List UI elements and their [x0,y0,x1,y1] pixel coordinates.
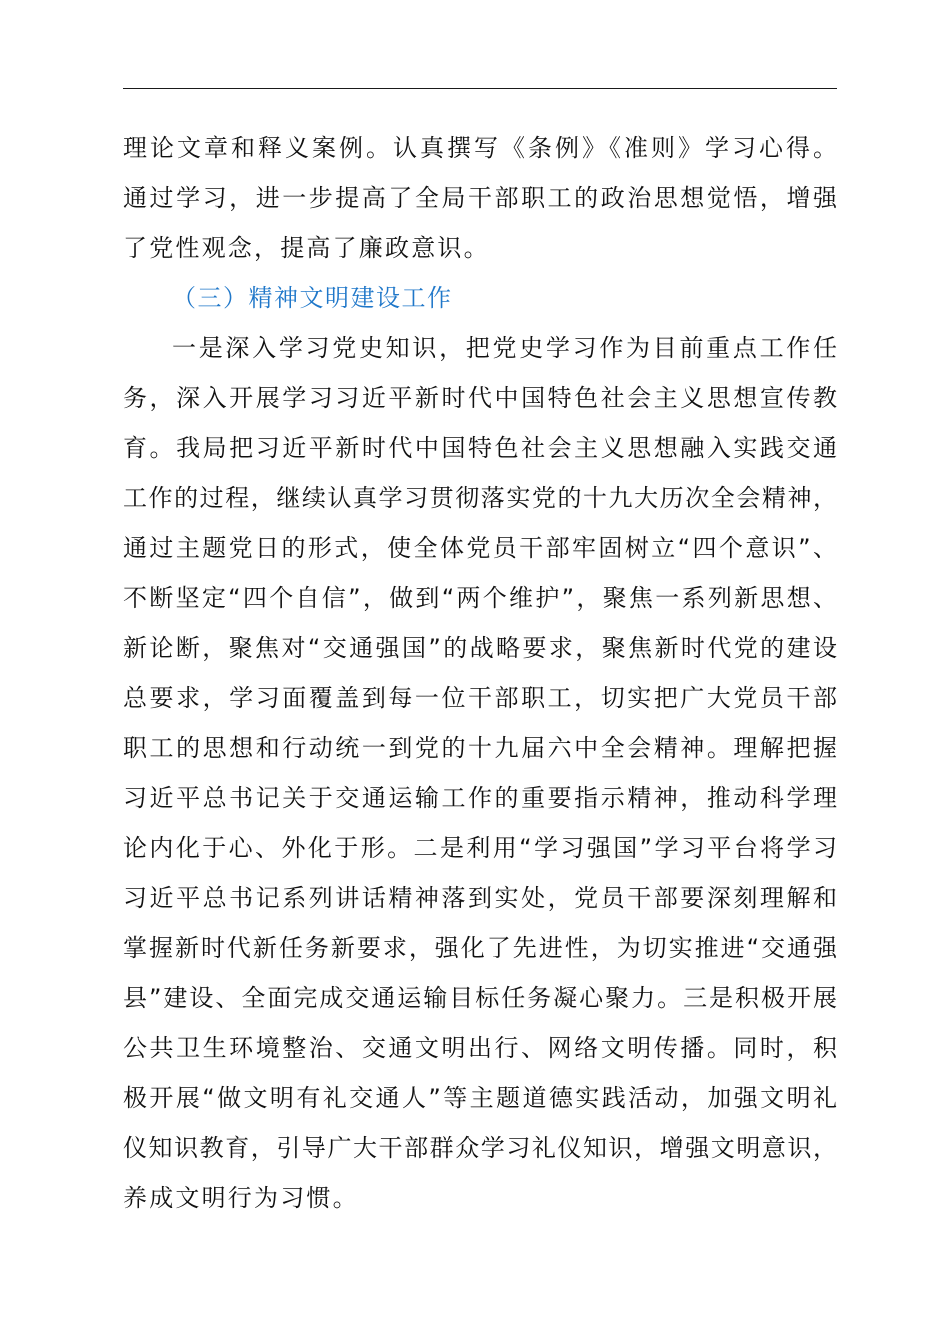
section-heading: （三）精神文明建设工作 [172,284,453,312]
body-line: 务，深入开展学习习近平新时代中国特色社会主义思想宣传教 [123,384,837,412]
body-line: 极开展“做文明有礼交通人”等主题道德实践活动，加强文明礼 [123,1084,837,1112]
body-line: 仪知识教育，引导广大干部群众学习礼仪知识，增强文明意识， [123,1134,837,1162]
body-line: 总要求，学习面覆盖到每一位干部职工，切实把广大党员干部 [123,684,837,712]
body-line: 一是深入学习党史知识，把党史学习作为目前重点工作任 [172,334,837,362]
intro-line: 通过学习，进一步提高了全局干部职工的政治思想觉悟，增强 [123,184,837,212]
body-line: 工作的过程，继续认真学习贯彻落实党的十九大历次全会精神， [123,484,837,512]
body-line: 掌握新时代新任务新要求，强化了先进性，为切实推进“交通强 [123,934,837,962]
body-line: 职工的思想和行动统一到党的十九届六中全会精神。理解把握 [123,734,837,762]
intro-line: 理论文章和释义案例。认真撰写《条例》《准则》学习心得。 [123,134,837,162]
body-line: 公共卫生环境整治、交通文明出行、网络文明传播。同时，积 [123,1034,837,1062]
body-line: 新论断，聚焦对“交通强国”的战略要求，聚焦新时代党的建设 [123,634,837,662]
header-rule [123,88,837,89]
body-line: 习近平总书记关于交通运输工作的重要指示精神，推动科学理 [123,784,837,812]
intro-line: 了党性观念，提高了廉政意识。 [123,234,490,262]
body-line: 习近平总书记系列讲话精神落到实处，党员干部要深刻理解和 [123,884,837,912]
body-line: 县”建设、全面完成交通运输目标任务凝心聚力。三是积极开展 [123,984,837,1012]
body-line: 通过主题党日的形式，使全体党员干部牢固树立“四个意识”、 [123,534,837,562]
body-line: 养成文明行为习惯。 [123,1184,359,1212]
body-line: 论内化于心、外化于形。二是利用“学习强国”学习平台将学习 [123,834,837,862]
body-line: 育。我局把习近平新时代中国特色社会主义思想融入实践交通 [123,434,837,462]
body-line: 不断坚定“四个自信”，做到“两个维护”，聚焦一系列新思想、 [123,584,837,612]
